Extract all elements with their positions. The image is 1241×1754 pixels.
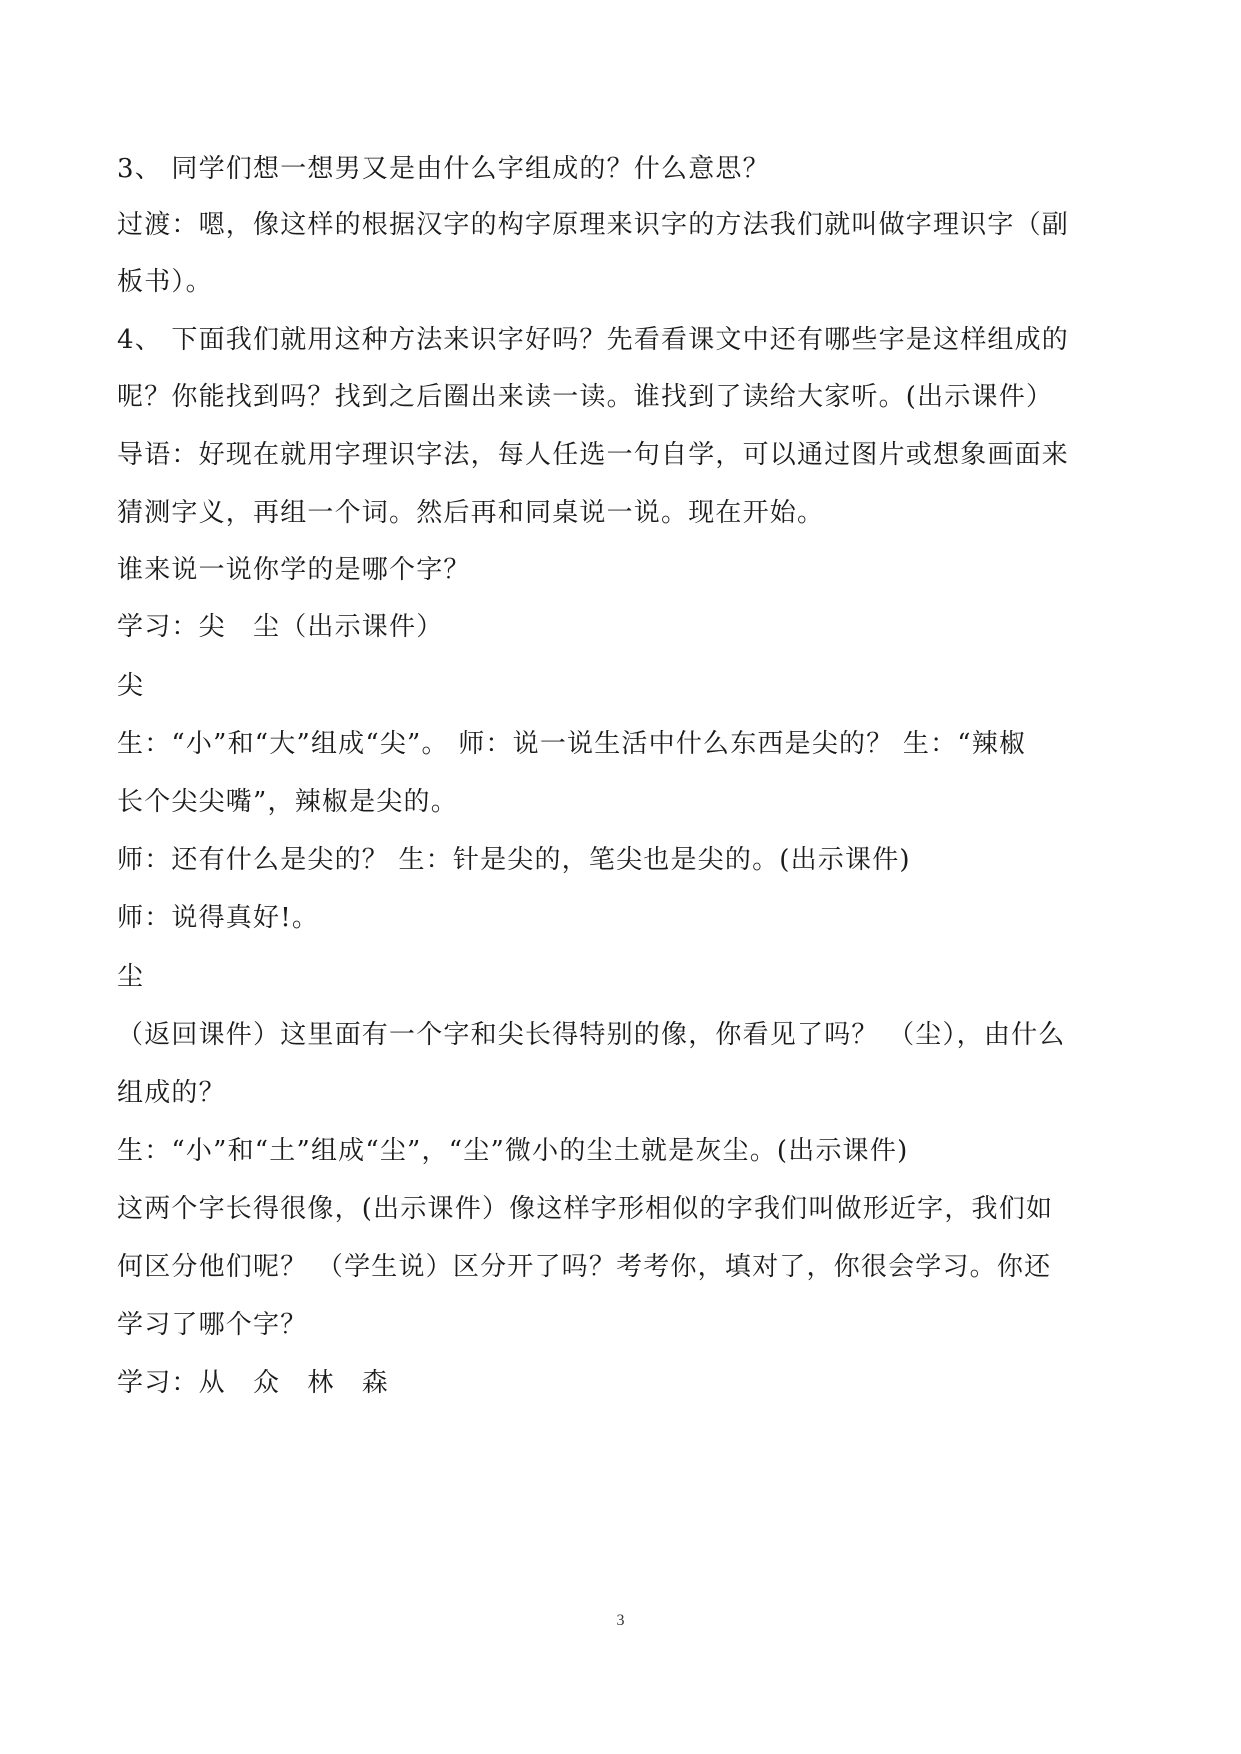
page-number: 3 [616,1612,625,1629]
text-line: 师：还有什么是尖的？ 生：针是尖的，笔尖也是尖的。(出示课件) [117,845,911,875]
text-line: 生：“小”和“大”组成“尖”。 师：说一说生活中什么东西是尖的？ 生：“辣椒 [117,729,1027,759]
text-line: 组成的？ [117,1078,226,1108]
text-line: 学习：从 众 林 森 [117,1368,390,1398]
text-line: 3、 同学们想一想男又是由什么字组成的？什么意思？ [117,154,770,184]
text-line: 尖 [117,671,145,701]
text-line: 学习了哪个字？ [117,1310,308,1340]
text-line: 导语：好现在就用字理识字法，每人任选一句自学，可以通过图片或想象画面来 [117,440,1070,470]
text-line: 师：说得真好!。 [117,903,320,933]
text-line: 这两个字长得很像，(出示课件）像这样字形相似的字我们叫做形近字，我们如 [117,1194,1054,1224]
text-line: 呢？你能找到吗？找到之后圈出来读一读。谁找到了读给大家听。(出示课件） [117,382,1054,412]
text-line: 猜测字义，再组一个词。然后再和同桌说一说。现在开始。 [117,498,825,528]
text-line: 何区分他们呢？ （学生说）区分开了吗？考考你，填对了，你很会学习。你还 [117,1252,1052,1282]
text-line: 过渡：嗯，像这样的根据汉字的构字原理来识字的方法我们就叫做字理识字（副 [117,210,1070,240]
text-line: 尘 [117,962,145,992]
text-line: 4、 下面我们就用这种方法来识字好吗？先看看课文中还有哪些字是这样组成的 [117,325,1070,355]
text-line: 长个尖尖嘴”，辣椒是尖的。 [117,787,458,817]
text-line: 学习：尖 尘（出示课件） [117,612,444,642]
text-line: 生：“小”和“土”组成“尘”，“尘”微小的尘土就是灰尘。(出示课件) [117,1136,909,1166]
text-line: 谁来说一说你学的是哪个字？ [117,555,471,585]
text-line: （返回课件）这里面有一个字和尖长得特别的像，你看见了吗？ （尘），由什么 [117,1020,1066,1050]
text-line: 板书）。 [117,267,213,297]
